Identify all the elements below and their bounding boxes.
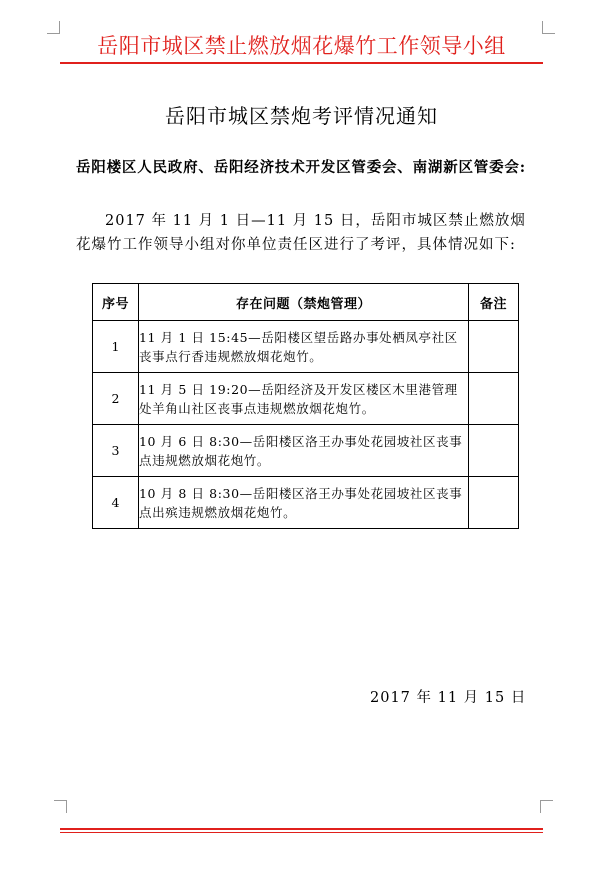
- table-row: [93, 321, 519, 373]
- signature-date: 2017 年 11 月 15 日: [370, 690, 527, 706]
- column-header-number: 序号: [93, 284, 139, 321]
- table-row: [93, 477, 519, 529]
- report-table: [92, 283, 519, 529]
- body-paragraph: 2017 年 11 月 1 日—11 月 15 日，岳阳市城区禁止燃放烟花爆竹工作领导小组对你单位责任区进行了考评，具体情况如下:: [76, 213, 526, 253]
- row-number: 2: [93, 373, 139, 425]
- page-corner-mark: [54, 800, 67, 813]
- table-row: [93, 425, 519, 477]
- header-divider: [60, 62, 543, 64]
- table-header-row: [93, 284, 519, 321]
- row-issue: 11 月 5 日 19:20—岳阳经济及开发区楼区木里港管理处羊角山社区丧事点违规燃放烟花炮竹。: [139, 373, 469, 425]
- row-issue: 10 月 6 日 8:30—岳阳楼区洛王办事处花园坡社区丧事点违规燃放烟花炮竹。: [139, 425, 469, 477]
- table-row: [93, 373, 519, 425]
- page-corner-mark: [542, 21, 555, 34]
- row-number: 3: [93, 425, 139, 477]
- addressee: 岳阳楼区人民政府、岳阳经济技术开发区管委会、南湖新区管委会:: [76, 159, 526, 176]
- document-header-org: 岳阳市城区禁止燃放烟花爆竹工作领导小组: [97, 34, 506, 58]
- row-note: [469, 477, 519, 529]
- row-note: [469, 425, 519, 477]
- row-issue: 10 月 8 日 8:30—岳阳楼区洛王办事处花园坡社区丧事点出殡违规燃放烟花炮竹。: [139, 477, 469, 529]
- column-header-note: 备注: [469, 284, 519, 321]
- page-corner-mark: [540, 800, 553, 813]
- row-note: [469, 373, 519, 425]
- row-issue: 11 月 1 日 15:45—岳阳楼区望岳路办事处栖凤亭社区丧事点行香违规燃放烟花炮竹。: [139, 321, 469, 373]
- row-number: 4: [93, 477, 139, 529]
- footer-divider: [60, 828, 543, 830]
- column-header-issue: 存在问题（禁炮管理）: [139, 284, 469, 321]
- row-number: 1: [93, 321, 139, 373]
- row-note: [469, 321, 519, 373]
- page-corner-mark: [47, 21, 60, 34]
- footer-divider-thin: [60, 832, 543, 833]
- document-title: 岳阳市城区禁炮考评情况通知: [165, 104, 438, 128]
